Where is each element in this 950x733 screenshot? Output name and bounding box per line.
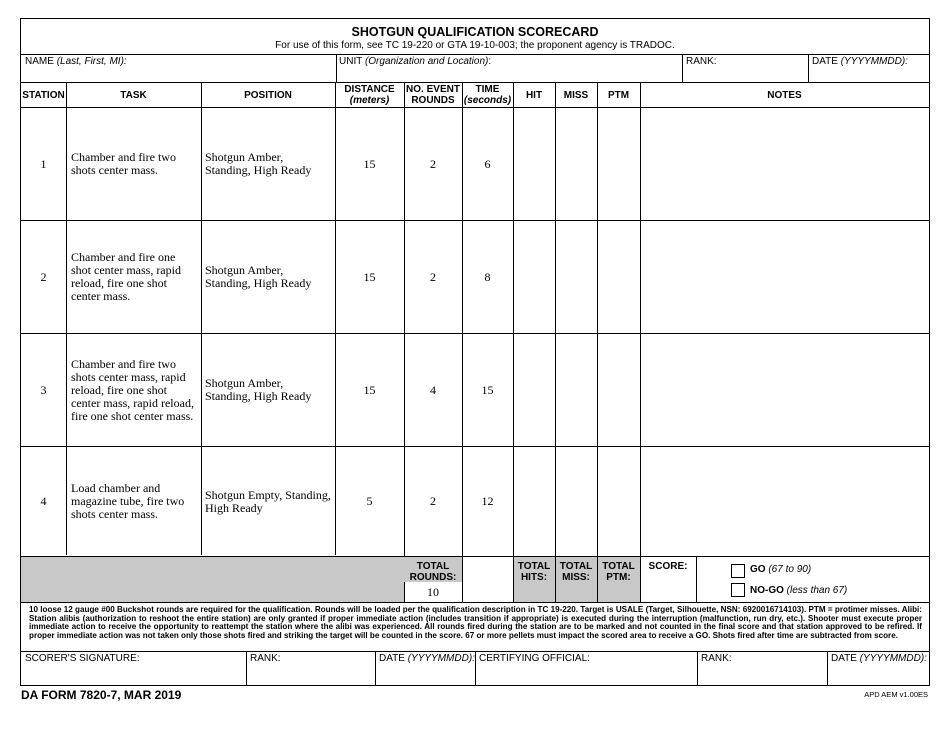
nogo-label: NO-GO bbox=[750, 585, 784, 596]
divider bbox=[696, 556, 697, 602]
row4-distance: 5 bbox=[366, 494, 373, 508]
row4-task: Load chamber and magazine tube, fire two shots center mass. bbox=[71, 481, 185, 521]
col-miss: MISS bbox=[563, 89, 589, 101]
official-date-field[interactable] bbox=[831, 653, 927, 664]
row1-time: 6 bbox=[484, 156, 491, 171]
divider bbox=[513, 82, 514, 602]
distance-unit: (meters) bbox=[349, 95, 390, 106]
distance-header: DISTANCE bbox=[344, 84, 395, 95]
scorer-date-label: DATE bbox=[379, 653, 405, 664]
name-label: NAME bbox=[25, 56, 54, 67]
certifying-official-field[interactable]: CERTIFYING OFFICIAL: bbox=[479, 653, 590, 664]
total-hits-line2: HITS: bbox=[520, 572, 548, 583]
total-hits-label bbox=[513, 561, 555, 583]
rounds-header-line1: NO. EVENT bbox=[406, 84, 460, 95]
col-notes: NOTES bbox=[767, 89, 802, 101]
col-distance bbox=[335, 83, 404, 107]
date-hint: (YYYYMMDD): bbox=[840, 56, 908, 67]
time-unit: (seconds) bbox=[463, 95, 512, 106]
divider bbox=[827, 651, 828, 686]
nogo-checkbox[interactable] bbox=[731, 583, 745, 597]
divider bbox=[597, 82, 598, 602]
row1-station: 1 bbox=[40, 156, 47, 171]
divider bbox=[640, 82, 641, 602]
row2-station: 2 bbox=[40, 269, 47, 284]
name-hint: (Last, First, MI): bbox=[56, 56, 127, 67]
form-version: APD AEM v1.00ES bbox=[864, 690, 928, 699]
divider bbox=[375, 651, 376, 686]
time-header: TIME bbox=[475, 84, 500, 95]
form-title: SHOTGUN QUALIFICATION SCORECARD bbox=[351, 25, 599, 39]
totals-shaded-area bbox=[21, 557, 404, 602]
divider bbox=[246, 651, 247, 686]
scorer-date-hint: (YYYYMMDD): bbox=[407, 653, 475, 664]
divider bbox=[682, 54, 683, 82]
row2-time: 8 bbox=[484, 269, 491, 284]
row3-position: Shotgun Amber, Standing, High Ready bbox=[205, 376, 312, 403]
total-rounds-label bbox=[404, 561, 462, 583]
total-rounds-value: 10 bbox=[427, 584, 439, 599]
col-hit: HIT bbox=[525, 89, 543, 101]
name-field[interactable] bbox=[25, 56, 127, 67]
col-time bbox=[462, 83, 513, 107]
divider bbox=[697, 651, 698, 686]
unit-hint: (Organization and Location) bbox=[364, 56, 489, 67]
total-hits-line1: TOTAL bbox=[517, 561, 551, 572]
row4-station: 4 bbox=[40, 494, 47, 508]
date-field[interactable] bbox=[812, 56, 908, 67]
total-ptm-line2: PTM: bbox=[606, 572, 631, 583]
nogo-range: (less than 67) bbox=[786, 585, 848, 596]
go-option bbox=[750, 564, 811, 575]
divider bbox=[336, 54, 337, 82]
scorer-date-field[interactable] bbox=[379, 653, 475, 664]
row4-time: 12 bbox=[481, 494, 494, 508]
row1-task: Chamber and fire two shots center mass. bbox=[71, 150, 176, 177]
col-task: TASK bbox=[120, 89, 147, 101]
row1-position: Shotgun Amber, Standing, High Ready bbox=[205, 150, 312, 177]
divider bbox=[21, 54, 929, 55]
row3-time: 15 bbox=[481, 382, 494, 397]
divider bbox=[555, 82, 556, 602]
unit-label: UNIT bbox=[339, 56, 363, 67]
total-rounds-line2: ROUNDS: bbox=[409, 572, 457, 583]
row3-station: 3 bbox=[40, 382, 47, 397]
nogo-option bbox=[750, 585, 847, 596]
scorer-signature-field[interactable]: SCORER'S SIGNATURE: bbox=[25, 653, 140, 664]
row2-task: Chamber and fire one shot center mass, rapid reload, fire one shot center mass. bbox=[71, 250, 181, 303]
go-label: GO bbox=[750, 564, 766, 575]
scorecard-form bbox=[20, 18, 930, 686]
instructions-text: 10 loose 12 gauge #00 Buckshot rounds are required for the qualification. Rounds will be loaded per the qualification description in TC 19-220. Target is USALE (Target, Silhouette, NSN: 6920016714103). PTM = protimer misses. Alibi: Station alibis (authorization to reshoot the entire station) are only granted if proper immediate action (includes transition if appropriate) is executed during the interruption (malfunction, run dry, etc.). Shooter must execute proper immediate action to receive the opportunity to reattempt the station where the alibi was experienced. All rounds fired during the station are to be marked and not counted in the final score and that station approved to be refired. If proper immediate action was not taken only those shots fired and striking the target will be counted in the score. 67 or more pellets must impact the scored area to receive a GO. Shots fired after time are subtracted from score. bbox=[29, 605, 922, 640]
row2-rounds: 2 bbox=[430, 269, 436, 284]
total-rounds-line1: TOTAL bbox=[416, 561, 450, 572]
form-id: DA FORM 7820-7, MAR 2019 bbox=[21, 688, 182, 702]
col-rounds bbox=[404, 83, 462, 107]
divider bbox=[201, 82, 202, 555]
row2-distance: 15 bbox=[363, 269, 376, 284]
divider bbox=[66, 82, 67, 555]
row4-rounds: 2 bbox=[430, 494, 436, 508]
divider bbox=[475, 651, 476, 686]
col-ptm: PTM bbox=[607, 89, 630, 101]
rounds-header-line2: ROUNDS bbox=[411, 95, 455, 106]
total-ptm-line1: TOTAL bbox=[602, 561, 635, 572]
row4-position: Shotgun Empty, Standing, High Ready bbox=[205, 487, 331, 515]
divider bbox=[21, 602, 929, 603]
row1-distance: 15 bbox=[363, 156, 376, 171]
row1-rounds: 2 bbox=[430, 156, 436, 171]
form-subtitle: For use of this form, see TC 19-220 or GTA 19-10-003; the proponent agency is TRADOC. bbox=[275, 40, 675, 51]
total-miss-line2: MISS: bbox=[562, 572, 590, 583]
score-label: SCORE: bbox=[648, 561, 688, 572]
total-miss-line1: TOTAL bbox=[559, 561, 593, 572]
divider bbox=[808, 54, 809, 82]
col-station: STATION bbox=[22, 89, 65, 101]
date-label: DATE bbox=[812, 56, 838, 67]
col-position: POSITION bbox=[244, 89, 292, 101]
official-date-hint: (YYYYMMDD): bbox=[859, 653, 927, 664]
unit-colon: : bbox=[488, 56, 492, 67]
row2-position: Shotgun Amber, Standing, High Ready bbox=[205, 263, 312, 290]
scorer-rank-field[interactable]: RANK: bbox=[250, 653, 281, 664]
row3-rounds: 4 bbox=[430, 382, 436, 397]
row3-distance: 15 bbox=[363, 382, 376, 397]
go-checkbox[interactable] bbox=[731, 564, 745, 578]
total-ptm-label bbox=[597, 561, 640, 583]
official-date-label: DATE bbox=[831, 653, 857, 664]
go-range: (67 to 90) bbox=[768, 564, 812, 575]
rank-field[interactable]: RANK: bbox=[686, 56, 717, 67]
official-rank-field[interactable]: RANK: bbox=[701, 653, 732, 664]
total-miss-label bbox=[555, 561, 597, 583]
unit-field[interactable] bbox=[339, 56, 491, 67]
row3-task: Chamber and fire two shots center mass, rapid reload, fire one shot center mass, rapid reload, fire one shot center mass. bbox=[71, 356, 194, 423]
